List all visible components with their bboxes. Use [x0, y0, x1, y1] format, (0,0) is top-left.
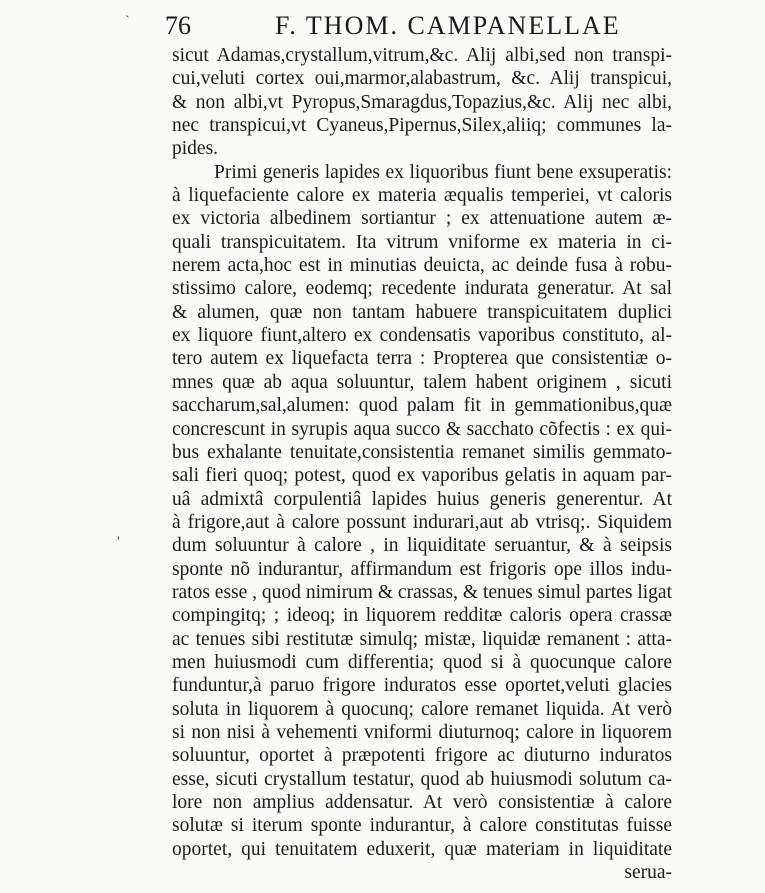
- text-line: & alumen, quæ non tantam habuere transpicuitatem duplici: [172, 301, 672, 323]
- text-line: bus exhalante tenuitate,consistentia remanet similis gemmato-: [172, 441, 672, 463]
- text-line: mnes quæ ab aqua soluuntur, talem habent originem , sicuti: [172, 371, 672, 393]
- margin-mark: ʹ: [117, 535, 121, 550]
- text-line: uâ admixtâ corpulentiâ lapides huius generis generentur. At: [172, 488, 672, 510]
- text-line: stissimo calore, eodemq; recedente indurata generatur. At sal: [172, 278, 672, 300]
- text-line: sponte nõ indurantur, affirmandum est frigoris ope illos indu-: [172, 558, 672, 580]
- text-line: funduntur,à paruo frigore induratos esse oportet,veluti glacies: [172, 675, 672, 697]
- text-line: si non nisi à vehementi vniformi diuturnoq; calore in liquorem: [172, 721, 672, 743]
- margin-mark: ˋ: [125, 14, 130, 29]
- catchword: serua-: [624, 862, 672, 884]
- text-line: soluta in liquorem à quocunq; calore remanet liquida. At verò: [172, 698, 672, 720]
- text-line: lore non amplius addensatur. At verò consistentiæ à calore: [172, 792, 672, 813]
- text-line: ex liquore fiunt,altero ex condensatis vaporibus constituto, al-: [172, 325, 672, 347]
- text-line: dum soluuntur à calore , in liquiditate seruantur, & à seipsis: [172, 535, 672, 557]
- text-line: cui,veluti cortex oui,marmor,alabastrum, &c. Alij transpicui,: [172, 68, 672, 90]
- text-line: tero autem ex liquefacta terra : Propterea que consistentiæ o-: [172, 348, 672, 370]
- text-line: nerem acta,hoc est in minutias deuicta, ac deinde fusa à robu-: [172, 255, 672, 277]
- text-line: esse, sicuti crystallum testatur, quod ab huiusmodi solutum ca-: [172, 768, 672, 790]
- text-line: quali transpicuitatem. Ita vitrum vniforme ex materia in ci-: [172, 231, 672, 253]
- text-line: à frigore,aut à calore possunt indurari,aut ab vtrisq;. Siquidem: [172, 511, 672, 533]
- text-line: pides.: [172, 138, 219, 160]
- text-line: nec transpicui,vt Cyaneus,Pipernus,Silex,aliiq; communes la-: [172, 115, 672, 137]
- text-line: à liquefaciente calore ex materia æqualis temperiei, vt caloris: [172, 185, 672, 207]
- text-line: soluuntur, oportet à præpotenti frigore ac diuturno induratos: [172, 745, 672, 767]
- text-line: saccharum,sal,alumen: quod palam fit in gemmationibus,quæ: [172, 395, 672, 417]
- page-number: 76: [165, 11, 191, 40]
- text-line: ex victoria albedinem sortiantur ; ex attenuatione autem æ-: [172, 208, 672, 230]
- text-line: ac tenues sibi restitutæ simulq; mistæ, liquidæ remanent : atta-: [172, 628, 672, 650]
- text-line: men huiusmodi cum differentia; quod si à quocunque calore: [172, 651, 672, 673]
- paragraph-first-line: Primi generis lapides ex liquoribus fiunt bene exsuperatis:: [214, 161, 672, 183]
- text-line: sali fieri quoq; potest, quod ex vaporibus gelatis in aquam par-: [172, 465, 672, 487]
- text-line: concrescunt in syrupis aqua succo & sacchato cõfectis : ex qui-: [172, 418, 672, 440]
- running-head: F. THOM. CAMPANELLAE: [275, 11, 621, 40]
- text-line: sicut Adamas,crystallum,vitrum,&c. Alij albi,sed non transpi-: [172, 45, 672, 66]
- text-line: & non albi,vt Pyropus,Smaragdus,Topazius,&c. Alij nec albi,: [172, 91, 672, 113]
- body-text: [172, 44, 672, 884]
- text-line: solutæ si iterum sponte indurantur, à calore constitutas fuisse: [172, 815, 672, 837]
- page-header: [165, 8, 685, 44]
- text-line: compingitq; ; ideoq; in liquorem redditæ caloris opera crassæ: [172, 605, 672, 627]
- text-line: ratos esse , quod nimirum & crassas, & tenues simul partes ligat: [172, 581, 672, 603]
- text-line: oportet, qui tenuitatem eduxerit, quæ materiam in liquiditate: [172, 838, 672, 860]
